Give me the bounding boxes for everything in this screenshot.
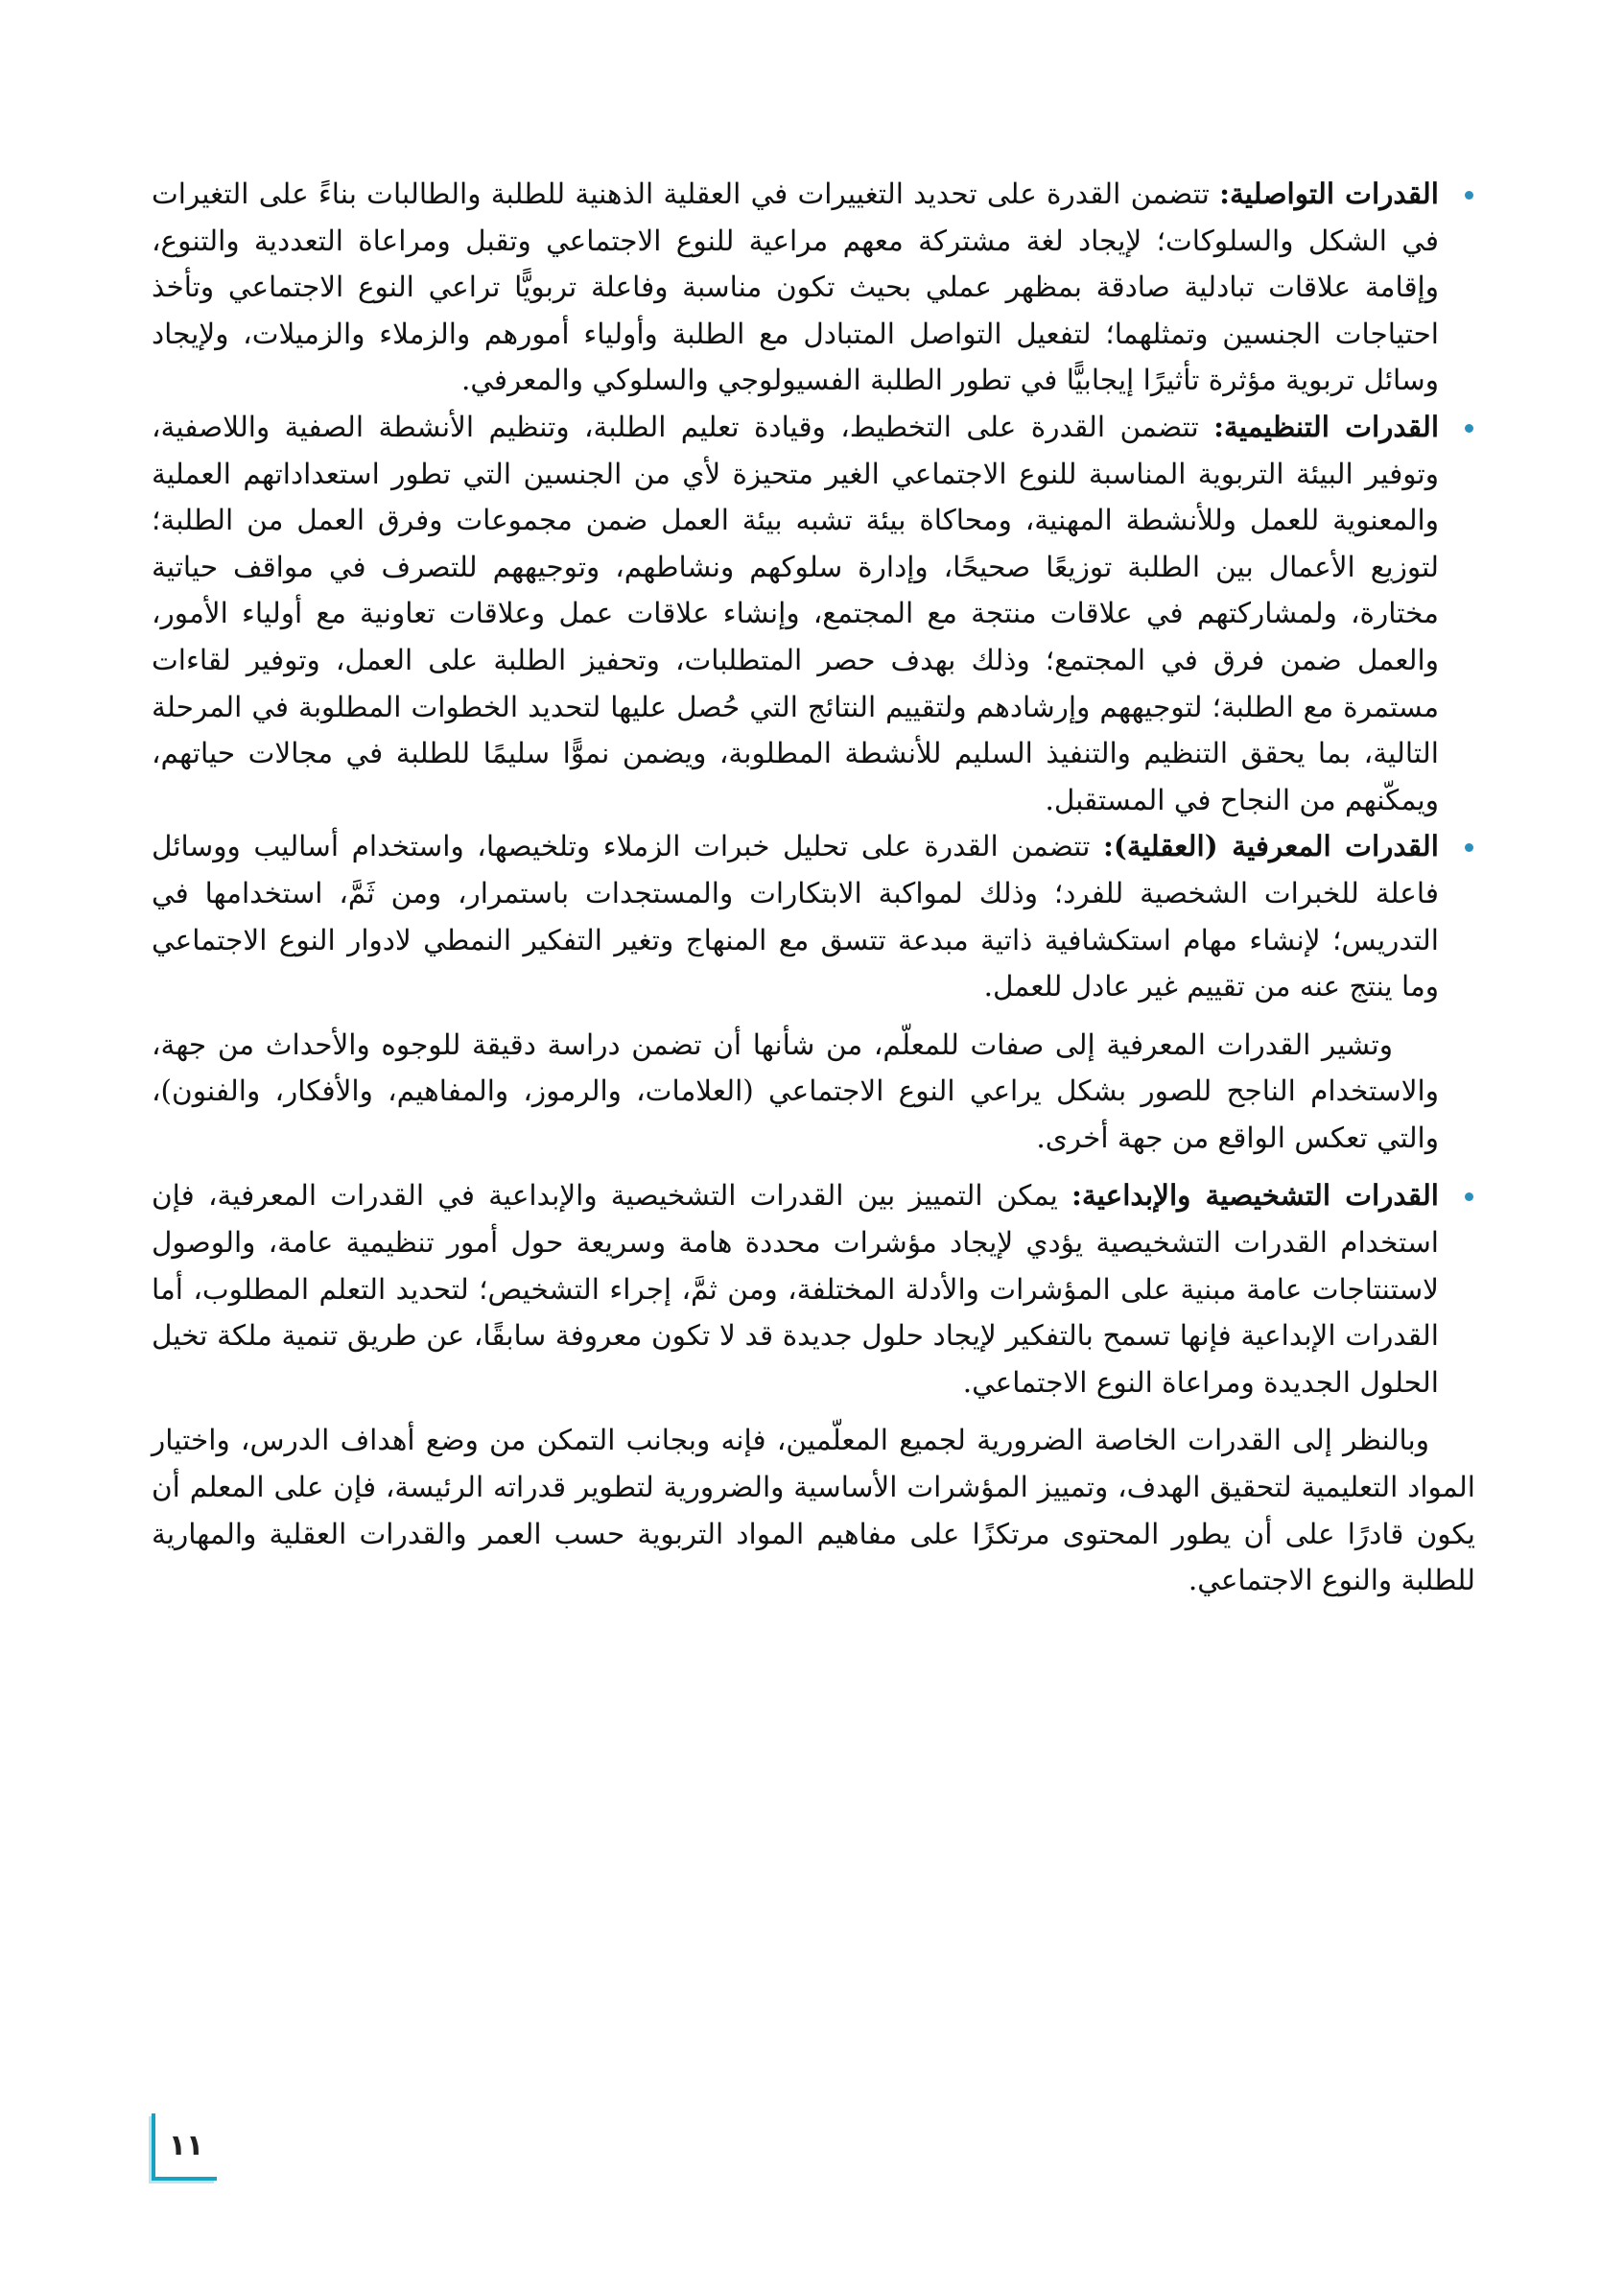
text-organizational: تتضمن القدرة على التخطيط، وقيادة تعليم الطلبة، وتنظيم الأنشطة الصفية واللاصفية، وتوفير البيئة التربوية المناسبة للنوع الاجتماعي الغير متحيزة لأي من الجنسين التي تطور استعداداتهم العملية والمعنوية للعمل وللأنشطة المهنية، ومحاكاة بيئة تشبه بيئة العمل ضمن مجموعات وفرق العمل من الطلبة؛ لتوزيع الأعمال بين الطلبة توزيعًا صحيحًا، وإدارة سلوكهم ونشاطهم، وتوجيههم للتصرف في مواقف حياتية مختارة، ولمشاركتهم في علاقات منتجة مع المجتمع، وإنشاء علاقات عمل وعلاقات تعاونية مع أولياء الأمور، والعمل ضمن فرق في المجتمع؛ وذلك بهدف حصر المتطلبات، وتحفيز الطلبة على العمل، وتوفير لقاءات مستمرة مع الطلبة؛ لتوجيههم وإرشادهم ولتقييم النتائج التي حُصل عليها لتحديد الخطوات المطلوبة في المرحلة التالية، بما يحقق التنظيم والتنفيذ السليم للأنشطة المطلوبة، ويضمن نموًّا سليمًا للطلبة في مجالات حياتهم، ويمكّنهم من النجاح في المستقبل. xyxy=(152,410,1439,816)
text-communication: تتضمن القدرة على تحديد التغييرات في العقلية الذهنية للطلبة والطالبات بناءً على التغيرات في الشكل والسلوكات؛ لإيجاد لغة مشتركة معهم مراعية للنوع الاجتماعي وتقبل ومراعاة التعددية والتنوع، وإقامة علاقات تبادلية صادقة بمظهر عملي بحيث تكون مناسبة وفاعلة تربويًّا تراعي النوع الاجتماعي وتأخذ احتياجات الجنسين وتمثلهما؛ لتفعيل التواصل المتبادل مع الطلبة وأولياء أمورهم والزملاء والزميلات، ولإيجاد وسائل تربوية مؤثرة تأثيرًا إيجابيًّا في تطور الطلبة الفسيولوجي والسلوكي والمعرفي. xyxy=(152,177,1439,397)
paragraph-closing: وبالنظر إلى القدرات الخاصة الضرورية لجميع المعلّمين، فإنه وبجانب التمكن من وضع أهداف الدرس، واختيار المواد التعليمية لتحقيق الهدف، وتمييز المؤشرات الأساسية والضرورية لتطوير قدراته الرئيسة، فإن على المعلم أن يكون قادرًا على أن يطور المحتوى مرتكزًا على مفاهيم المواد التربوية حسب العمر والقدرات العقلية والمهارية للطلبة والنوع الاجتماعي. xyxy=(152,1424,1475,1597)
text-cognitive: تتضمن القدرة على تحليل خبرات الزملاء وتلخيصها، واستخدام أساليب ووسائل فاعلة للخبرات الشخصية للفرد؛ وذلك لمواكبة الابتكارات والمستجدات باستمرار، ومن ثَمَّ، استخدامها في التدريس؛ لإنشاء مهام استكشافية ذاتية مبدعة تتسق مع المنهاج وتغير التفكير النمطي لادوار النوع الاجتماعي وما ينتج عنه من تقييم غير عادل للعمل. xyxy=(152,830,1439,1003)
bullet-cognitive-skills xyxy=(152,823,1475,1009)
term-diagnostic-creative: القدرات التشخيصية والإبداعية: xyxy=(1071,1178,1440,1213)
bullet-diagnostic-creative-skills xyxy=(152,1172,1475,1405)
term-communication: القدرات التواصلية: xyxy=(1219,177,1439,210)
term-organizational: القدرات التنظيمية: xyxy=(1213,409,1440,443)
bullet-organizational-skills xyxy=(152,404,1475,823)
bullet-communication-skills xyxy=(152,171,1475,404)
page-body xyxy=(152,171,1475,1604)
term-cognitive: القدرات المعرفية (العقلية): xyxy=(1103,829,1439,863)
bullet-dot-icon xyxy=(1465,843,1473,852)
page-number: ١١ xyxy=(152,2113,217,2181)
bullet-dot-icon xyxy=(1465,191,1473,200)
paragraph-cognitive-note: وتشير القدرات المعرفية إلى صفات للمعلّم، من شأنها أن تضمن دراسة دقيقة للوجوه والأحداث من جهة، والاستخدام الناجح للصور بشكل يراعي النوع الاجتماعي (العلامات، والرموز، والمفاهيم، والأفكار، والفنون)، والتي تعكس الواقع من جهة أخرى. xyxy=(152,1027,1439,1154)
bullet-dot-icon xyxy=(1465,1192,1473,1201)
bullet-dot-icon xyxy=(1465,424,1473,433)
text-diagnostic-creative: يمكن التمييز بين القدرات التشخيصية والإبداعية في القدرات المعرفية، فإن استخدام القدرات التشخيصية يؤدي لإيجاد مؤشرات محددة هامة وسريعة حول أمور تنظيمية عامة، والوصول لاستنتاجات عامة مبنية على المؤشرات والأدلة المختلفة، ومن ثمَّ، إجراء التشخيص؛ لتحديد التعلم المطلوب، أما القدرات الإبداعية فإنها تسمح بالتفكير لإيجاد حلول جديدة قد لا تكون معروفة سابقًا، عن طريق تنمية ملكة تخيل الحلول الجديدة ومراعاة النوع الاجتماعي. xyxy=(152,1179,1439,1399)
